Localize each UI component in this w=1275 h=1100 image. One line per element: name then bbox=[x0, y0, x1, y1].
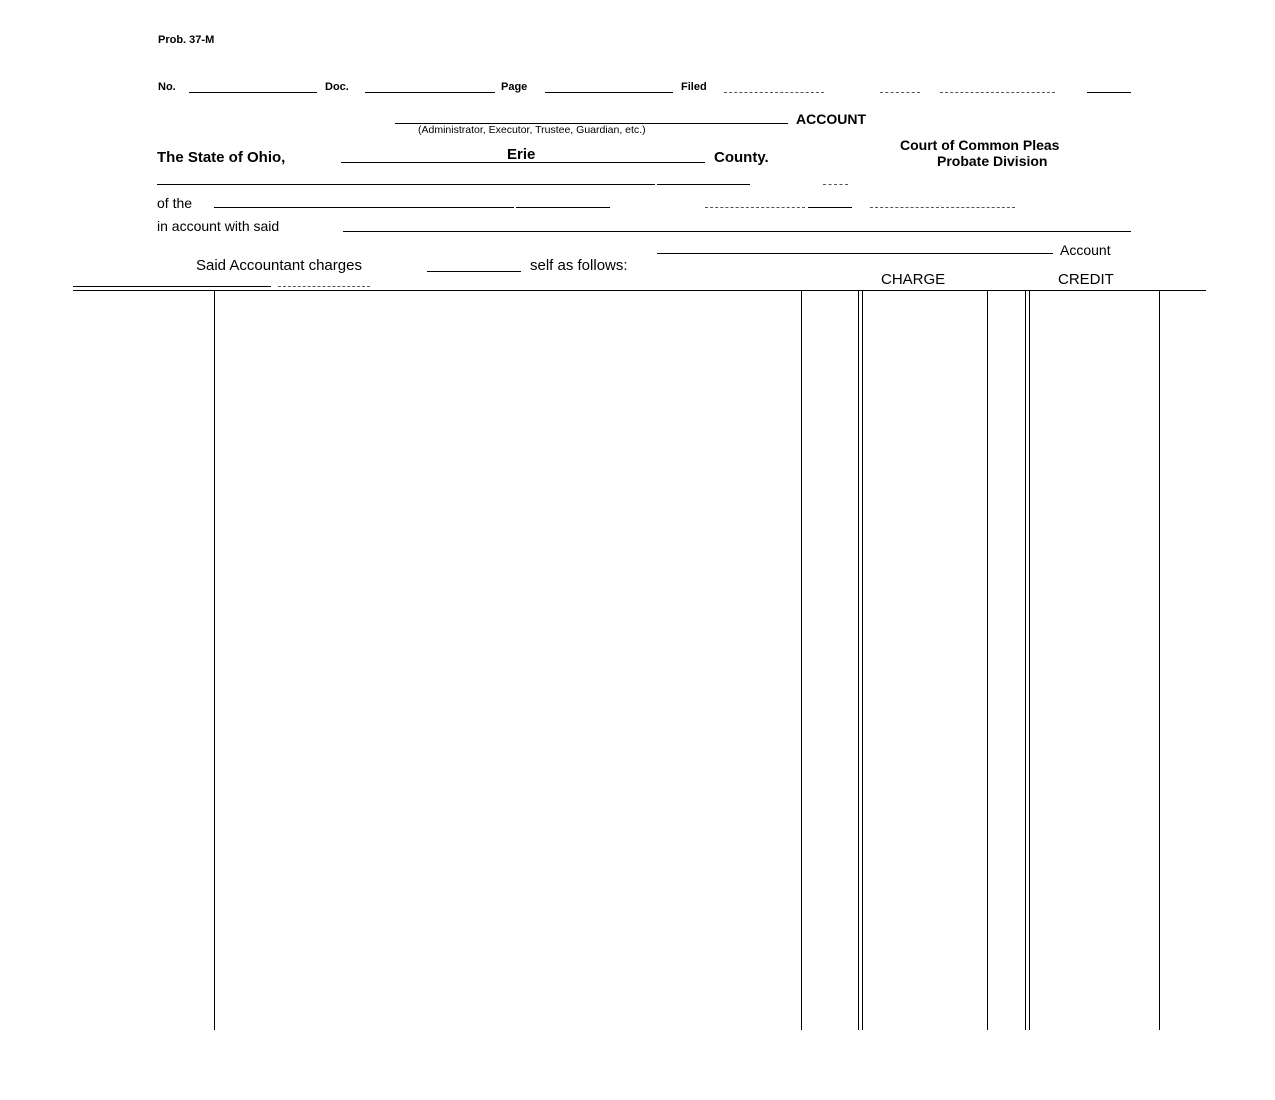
charges-prefix: Said Accountant charges bbox=[196, 257, 362, 274]
of-the-field-continuation bbox=[516, 207, 610, 208]
description-column-rule bbox=[801, 290, 802, 1030]
filed-field-continuation bbox=[880, 92, 920, 93]
credit-column-rule-left-b bbox=[1029, 290, 1030, 1030]
county-value: Erie bbox=[507, 146, 536, 163]
of-the-field[interactable] bbox=[214, 207, 514, 208]
table-date-underline-fragment bbox=[278, 286, 370, 287]
ledger-charge-area[interactable] bbox=[864, 292, 986, 1028]
ledger-credit-area[interactable] bbox=[1031, 292, 1158, 1028]
charges-suffix: self as follows: bbox=[530, 257, 628, 274]
pronoun-field[interactable] bbox=[427, 271, 521, 272]
of-the-field-fragment-2 bbox=[808, 207, 852, 208]
of-the-field-fragment-3 bbox=[870, 207, 1015, 208]
page-label: Page bbox=[501, 81, 528, 93]
credit-header: CREDIT bbox=[1058, 271, 1114, 288]
of-the-field-fragment-1 bbox=[705, 207, 805, 208]
charge-cents-rule bbox=[987, 290, 988, 1030]
county-label: County. bbox=[714, 149, 769, 166]
filed-field-end bbox=[1087, 92, 1131, 93]
charge-column-rule-left-b bbox=[862, 290, 863, 1030]
name-field-fragment bbox=[823, 184, 848, 185]
filed-field[interactable] bbox=[724, 92, 824, 93]
in-account-label: in account with said bbox=[157, 218, 280, 234]
of-the-label: of the bbox=[157, 195, 193, 211]
filed-field-continuation-2 bbox=[940, 92, 1055, 93]
doc-field[interactable] bbox=[365, 92, 495, 93]
account-label: ACCOUNT bbox=[796, 111, 866, 127]
account-type-hint: (Administrator, Executor, Trustee, Guardian, etc.) bbox=[418, 124, 646, 136]
charge-column-rule-left-a bbox=[858, 290, 859, 1030]
credit-column-rule-left-a bbox=[1025, 290, 1026, 1030]
account-suffix: Account bbox=[1060, 242, 1111, 258]
filed-label: Filed bbox=[681, 81, 707, 93]
name-field-continuation bbox=[657, 184, 750, 185]
court-line-1: Court of Common Pleas bbox=[900, 137, 1060, 153]
account-name-field[interactable] bbox=[657, 253, 1053, 254]
table-date-underline bbox=[73, 286, 271, 287]
court-line-2: Probate Division bbox=[937, 153, 1048, 169]
credit-cents-rule bbox=[1159, 290, 1160, 1030]
in-account-field[interactable] bbox=[343, 231, 1131, 232]
form-number: Prob. 37-M bbox=[158, 34, 215, 46]
doc-label: Doc. bbox=[325, 81, 349, 93]
ledger-description-area[interactable] bbox=[216, 292, 800, 1028]
name-field[interactable] bbox=[157, 184, 655, 185]
charge-header: CHARGE bbox=[881, 271, 946, 288]
date-column-rule bbox=[214, 290, 215, 1030]
table-top-rule bbox=[73, 290, 1206, 291]
page-field[interactable] bbox=[545, 92, 673, 93]
no-label: No. bbox=[158, 81, 176, 93]
no-field[interactable] bbox=[189, 92, 317, 93]
state-label: The State of Ohio, bbox=[157, 149, 286, 166]
